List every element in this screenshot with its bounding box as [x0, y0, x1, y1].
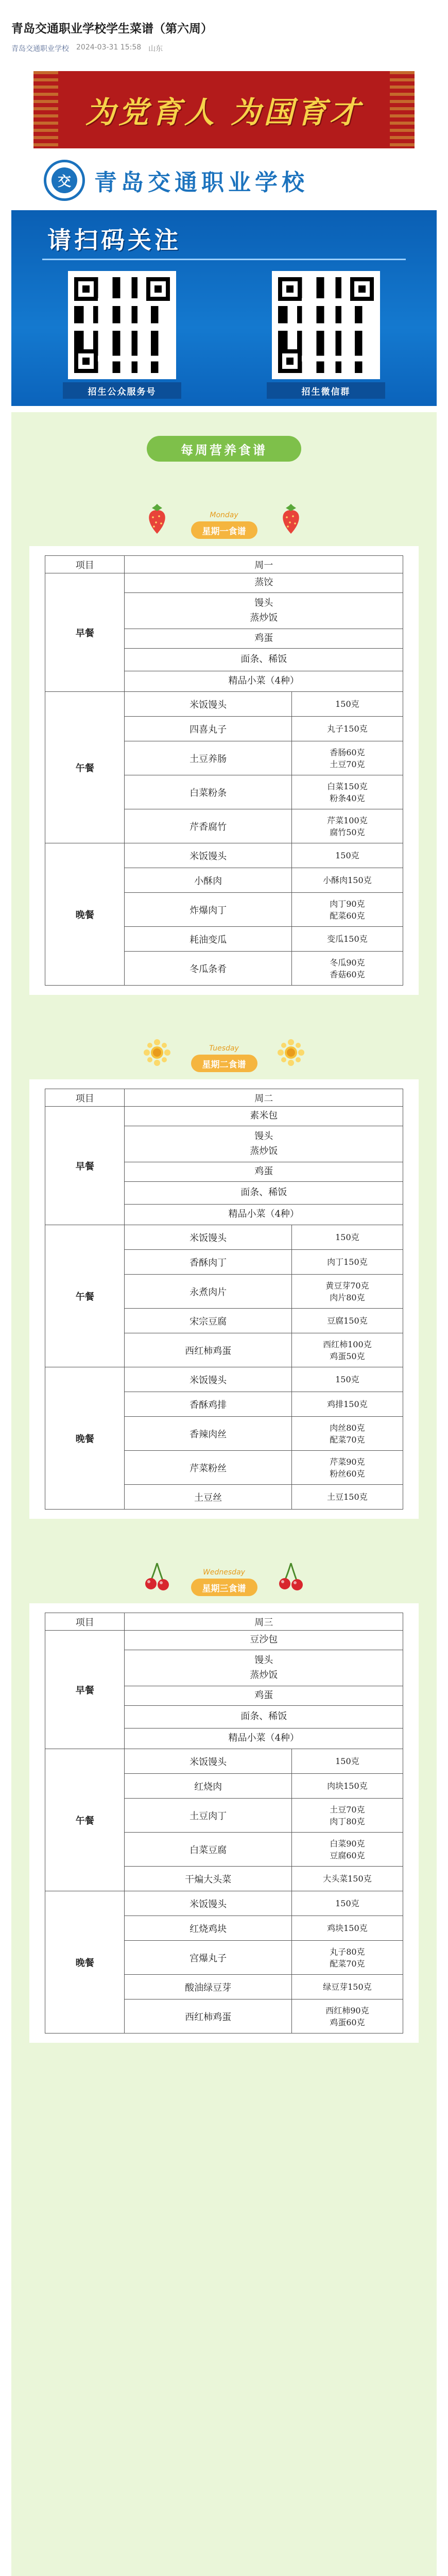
table-row	[45, 843, 403, 868]
day-tag	[173, 482, 275, 539]
dish-portion: 150克	[291, 1225, 403, 1250]
dish-name: 香酥鸡排	[125, 1392, 291, 1417]
qr-finder	[278, 349, 302, 373]
breakfast-item: 鸡蛋	[125, 1686, 403, 1706]
article-header	[0, 0, 448, 62]
dish-name: 小酥肉	[125, 868, 291, 893]
dish-portion: 变瓜150克	[291, 927, 403, 952]
column-header-item: 项目	[45, 1089, 125, 1107]
dish-portion: 冬瓜90克 香菇60克	[291, 952, 403, 986]
day-pill: 星期一食谱	[191, 521, 257, 539]
dish-portion: 150克	[291, 1367, 403, 1392]
dish-name: 永煮肉片	[125, 1275, 291, 1309]
dish-portion: 肉块150克	[291, 1774, 403, 1799]
dish-name: 米饭馒头	[125, 692, 291, 717]
breakfast-item: 精品小菜（4种）	[125, 1728, 403, 1749]
days-container	[29, 482, 419, 2043]
table-row	[45, 573, 403, 593]
dish-name: 米饭馒头	[125, 1891, 291, 1916]
meal-label-breakfast: 早餐	[45, 573, 125, 692]
meal-label-breakfast: 早餐	[45, 1107, 125, 1225]
menu-table	[45, 555, 403, 986]
dish-portion: 土豆70克 肉丁80克	[291, 1799, 403, 1833]
breakfast-item: 馒头 蒸炒饭	[125, 1126, 403, 1162]
weekly-menu	[11, 412, 437, 2576]
article-title: 青岛交通职业学校学生菜谱（第六周）	[11, 22, 213, 36]
table-row	[45, 692, 403, 717]
meal-label-dinner: 晚餐	[45, 843, 125, 986]
qr-finder	[74, 277, 98, 301]
menu-table-card	[29, 1079, 419, 1519]
day-pill: 星期三食谱	[191, 1579, 257, 1596]
day-block	[29, 1539, 419, 2043]
table-header-row	[45, 556, 403, 573]
dish-portion: 150克	[291, 1891, 403, 1916]
dish-portion: 鸡块150克	[291, 1916, 403, 1941]
publish-date: 2024-03-31 15:58	[76, 43, 142, 52]
qr-code-wechat-group[interactable]	[272, 271, 380, 379]
table-row	[45, 1891, 403, 1916]
dish-name: 冬瓜条肴	[125, 952, 291, 986]
menu-table	[45, 1089, 403, 1510]
dish-name: 芹香腐竹	[125, 809, 291, 843]
dish-name: 耗油变瓜	[125, 927, 291, 952]
dish-name: 香辣肉丝	[125, 1417, 291, 1451]
dish-portion: 150克	[291, 692, 403, 717]
table-header-row	[45, 1613, 403, 1631]
dish-portion: 肉丁90克 配菜60克	[291, 893, 403, 927]
breakfast-item: 馒头 蒸炒饭	[125, 1650, 403, 1686]
dish-portion: 白菜150克 粉条40克	[291, 775, 403, 809]
breakfast-item: 蒸饺	[125, 573, 403, 593]
dish-portion: 白菜90克 豆腐60克	[291, 1833, 403, 1867]
dish-name: 干煸大头菜	[125, 1867, 291, 1891]
school-name: 青岛交通职业学校	[94, 170, 308, 196]
publish-location: 山东	[148, 45, 163, 54]
qr-code-service-account[interactable]	[68, 271, 176, 379]
column-header-item: 项目	[45, 1613, 125, 1631]
dish-portion: 肉丁150克	[291, 1250, 403, 1275]
slogan-text: 为党育人 为国育才	[85, 95, 363, 130]
dish-portion: 丸子150克	[291, 717, 403, 741]
table-header-row	[45, 1089, 403, 1107]
meal-label-dinner: 晚餐	[45, 1367, 125, 1510]
day-english-label: Monday	[210, 511, 238, 520]
table-row	[45, 1367, 403, 1392]
dish-portion: 黄豆芽70克 肉片80克	[291, 1275, 403, 1309]
breakfast-item: 面条、稀饭	[125, 649, 403, 671]
table-row	[45, 1749, 403, 1774]
qr-pattern	[278, 277, 374, 373]
menu-table-card	[29, 546, 419, 995]
day-block	[29, 1015, 419, 1519]
dish-name: 红烧鸡块	[125, 1916, 291, 1941]
dish-name: 宫爆丸子	[125, 1941, 291, 1975]
dish-portion: 150克	[291, 843, 403, 868]
dish-portion: 大头菜150克	[291, 1867, 403, 1891]
school-logo-mark: 交	[51, 167, 77, 193]
dish-name: 红烧肉	[125, 1774, 291, 1799]
dish-portion: 西红柿90克 鸡蛋60克	[291, 1999, 403, 2033]
dish-portion: 小酥肉150克	[291, 868, 403, 893]
breakfast-item: 面条、稀饭	[125, 1706, 403, 1728]
breakfast-item: 素米包	[125, 1107, 403, 1126]
dish-portion: 香肠60克 土豆70克	[291, 741, 403, 775]
cherry-icon	[277, 1560, 305, 1593]
dish-name: 米饭馒头	[125, 1225, 291, 1250]
school-logo	[44, 160, 85, 201]
qr-pattern	[74, 277, 170, 373]
breakfast-item: 精品小菜（4种）	[125, 1205, 403, 1225]
day-tag	[173, 1539, 275, 1596]
meal-label-breakfast: 早餐	[45, 1631, 125, 1749]
column-header-item: 项目	[45, 556, 125, 573]
table-row	[45, 1107, 403, 1126]
cherry-icon	[143, 1560, 171, 1593]
column-header-day: 周一	[125, 556, 403, 573]
dish-portion: 土豆150克	[291, 1485, 403, 1510]
breakfast-item: 鸡蛋	[125, 1162, 403, 1182]
dish-name: 土豆养肠	[125, 741, 291, 775]
meal-label-lunch: 午餐	[45, 1225, 125, 1367]
day-pill: 星期二食谱	[191, 1055, 257, 1072]
menu-table-card	[29, 1603, 419, 2043]
meal-label-lunch: 午餐	[45, 692, 125, 843]
strawberry-icon	[277, 503, 305, 536]
qr-banner-title: 请扫码关注	[47, 226, 181, 255]
qr-finder	[146, 277, 170, 301]
qr-banner	[11, 210, 437, 406]
qr-caption-service: 招生公众服务号	[63, 382, 181, 399]
menu-table	[45, 1613, 403, 2033]
sun-flower-icon	[143, 1036, 171, 1069]
menu-heading: 每周营养食谱	[147, 436, 301, 462]
dish-name: 土豆丝	[125, 1485, 291, 1510]
day-english-label: Wednesday	[203, 1568, 245, 1577]
meal-label-dinner: 晚餐	[45, 1891, 125, 2033]
dish-name: 宋宗豆腐	[125, 1309, 291, 1333]
dish-name: 西红柿鸡蛋	[125, 1333, 291, 1367]
dish-portion: 芹菜90克 粉丝60克	[291, 1451, 403, 1485]
breakfast-item: 面条、稀饭	[125, 1182, 403, 1205]
breakfast-item: 馒头 蒸炒饭	[125, 593, 403, 629]
dish-name: 白菜豆腐	[125, 1833, 291, 1867]
table-row	[45, 1225, 403, 1250]
dish-portion: 芹菜100克 腐竹50克	[291, 809, 403, 843]
dish-name: 土豆肉丁	[125, 1799, 291, 1833]
slogan-banner	[33, 71, 415, 148]
dish-portion: 豆腐150克	[291, 1309, 403, 1333]
dish-name: 米饭馒头	[125, 1367, 291, 1392]
qr-finder	[278, 277, 302, 301]
dish-name: 米饭馒头	[125, 1749, 291, 1774]
dish-name: 酸油绿豆芽	[125, 1975, 291, 1999]
day-english-label: Tuesday	[209, 1044, 239, 1053]
dish-portion: 150克	[291, 1749, 403, 1774]
day-block	[29, 482, 419, 995]
table-row	[45, 1631, 403, 1650]
dish-name: 香酥肉丁	[125, 1250, 291, 1275]
column-header-day: 周二	[125, 1089, 403, 1107]
qr-caption-group: 招生微信群	[267, 382, 385, 399]
dish-portion: 绿豆芽150克	[291, 1975, 403, 1999]
qr-finder	[74, 349, 98, 373]
strawberry-icon	[143, 503, 171, 536]
dish-name: 炸爆肉丁	[125, 893, 291, 927]
column-header-day: 周三	[125, 1613, 403, 1631]
dish-portion: 鸡排150克	[291, 1392, 403, 1417]
dish-name: 西红柿鸡蛋	[125, 1999, 291, 2033]
dish-portion: 丸子80克 配菜70克	[291, 1941, 403, 1975]
dish-name: 芹菜粉丝	[125, 1451, 291, 1485]
day-tag	[173, 1015, 275, 1072]
breakfast-item: 精品小菜（4种）	[125, 671, 403, 692]
dish-name: 米饭馒头	[125, 843, 291, 868]
sun-flower-icon	[277, 1036, 305, 1069]
qr-finder	[350, 277, 374, 301]
dish-name: 白菜粉条	[125, 775, 291, 809]
qr-banner-rule	[42, 259, 406, 260]
article-meta	[11, 43, 437, 54]
dish-portion: 肉丝80克 配菜70克	[291, 1417, 403, 1451]
breakfast-item: 鸡蛋	[125, 629, 403, 649]
dish-portion: 西红柿100克 鸡蛋50克	[291, 1333, 403, 1367]
account-link[interactable]: 青岛交通职业学校	[11, 45, 69, 54]
school-logo-row	[33, 156, 415, 205]
dish-name: 四喜丸子	[125, 717, 291, 741]
breakfast-item: 豆沙包	[125, 1631, 403, 1650]
meal-label-lunch: 午餐	[45, 1749, 125, 1891]
